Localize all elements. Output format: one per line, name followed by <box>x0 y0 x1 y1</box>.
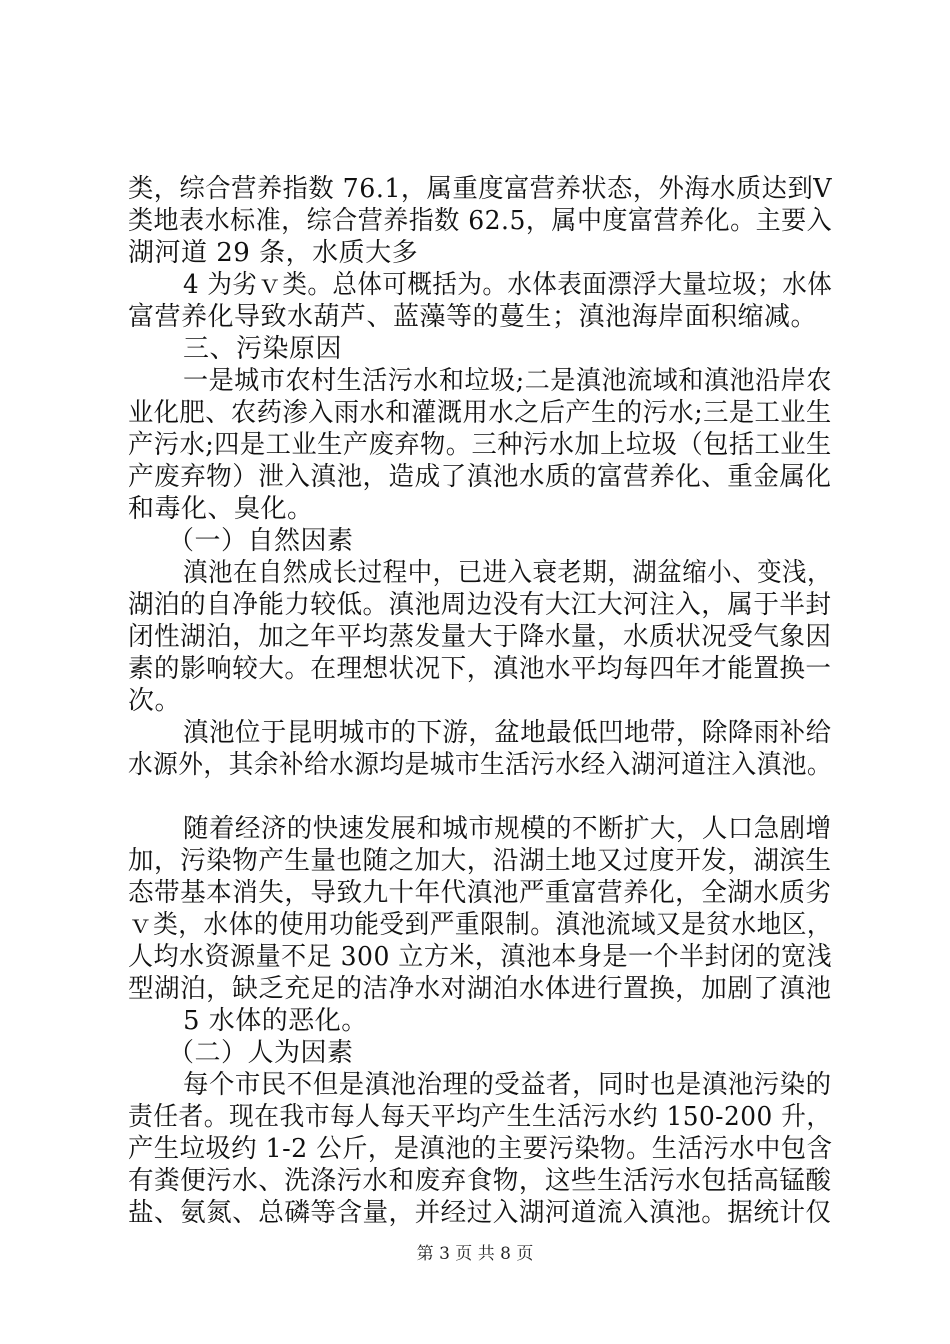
text-line: 一是城市农村生活污水和垃圾;二是滇池流域和滇池沿岸农 <box>183 366 832 396</box>
text-line: 型湖泊，缺乏充足的洁净水对湖泊水体进行置换，加剧了滇池 <box>128 974 832 1004</box>
text-line: 加，污染物产生量也随之加大，沿湖土地又过度开发，湖滨生 <box>128 846 832 876</box>
text-line: 态带基本消失，导致九十年代滇池严重富营养化，全湖水质劣 <box>128 878 832 908</box>
text-line: 水源外，其余补给水源均是城市生活污水经入湖河道注入滇池。 <box>128 750 833 780</box>
text-line: 湖河道 29 条，水质大多 <box>128 238 419 268</box>
text-line: 富营养化导致水葫芦、蓝藻等的蔓生；滇池海岸面积缩减。 <box>128 302 818 332</box>
text-line: 产生垃圾约 1-2 公斤，是滇池的主要污染物。生活污水中包含 <box>128 1134 833 1164</box>
text-line: 每个市民不但是滇池治理的受益者，同时也是滇池污染的 <box>183 1070 832 1100</box>
text-line: 闭性湖泊，加之年平均蒸发量大于降水量，水质状况受气象因 <box>128 622 832 652</box>
text-line: 次。 <box>128 686 182 716</box>
text-line: 人均水资源量不足 300 立方米，滇池本身是一个半封闭的宽浅 <box>128 942 833 972</box>
text-line: 随着经济的快速发展和城市规模的不断扩大，人口急剧增 <box>183 814 832 844</box>
text-line: 滇池位于昆明城市的下游，盆地最低凹地带，除降雨补给 <box>183 718 832 748</box>
text-line: 湖泊的自净能力较低。滇池周边没有大江大河注入，属于半封 <box>128 590 832 620</box>
text-line: 盐、氨氮、总磷等含量，并经过入湖河道流入滇池。据统计仅 <box>128 1198 832 1228</box>
text-line: 业化肥、农药渗入雨水和灌溉用水之后产生的污水;三是工业生 <box>128 398 832 428</box>
text-line: 产污水;四是工业生产废弃物。三种污水加上垃圾（包括工业生 <box>128 430 832 460</box>
text-line: 滇池在自然成长过程中，已进入衰老期，湖盆缩小、变浅， <box>183 558 832 588</box>
page-number-footer: 第 3 页 共 8 页 <box>416 1244 534 1264</box>
text-line: 责任者。现在我市每人每天平均产生生活污水约 150-200 升， <box>128 1102 832 1132</box>
text-line: 类，综合营养指数 76.1，属重度富营养状态，外海水质达到Ⅴ <box>128 174 832 204</box>
text-line: 类地表水标准，综合营养指数 62.5，属中度富营养化。主要入 <box>128 206 833 236</box>
subsection-heading: （二）人为因素 <box>168 1038 354 1068</box>
subsection-heading: （一）自然因素 <box>168 526 354 556</box>
text-line: ｖ类，水体的使用功能受到严重限制。滇池流域又是贫水地区， <box>128 910 833 940</box>
text-line: 和毒化、臭化。 <box>128 494 314 524</box>
section-heading: 三、污染原因 <box>183 334 343 364</box>
text-line: 产废弃物）泄入滇池，造成了滇池水质的富营养化、重金属化 <box>128 462 832 492</box>
text-line: 有粪便污水、洗涤污水和废弃食物，这些生活污水包括高锰酸 <box>128 1166 832 1196</box>
text-line: 4 为劣ｖ类。总体可概括为。水体表面漂浮大量垃圾；水体 <box>183 270 833 300</box>
text-line: 5 水体的恶化。 <box>183 1006 368 1036</box>
text-line: 素的影响较大。在理想状况下，滇池水平均每四年才能置换一 <box>128 654 832 684</box>
